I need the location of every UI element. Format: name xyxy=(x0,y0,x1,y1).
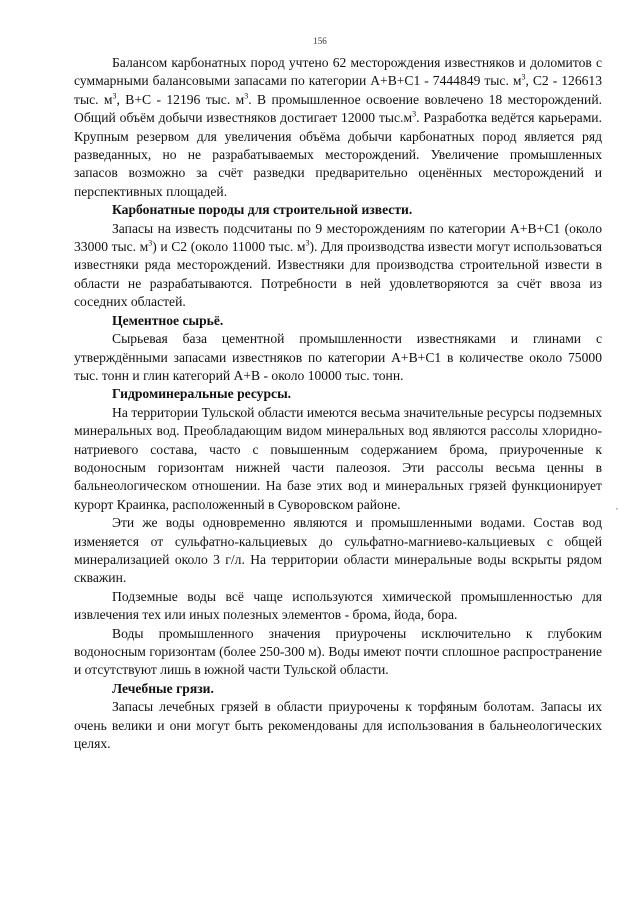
paragraph-text: . В промышленное освоение вовлечено 18 месторождений. Общий объём добычи известняков достигает 12000 тыс.м xyxy=(74,91,603,126)
paragraph xyxy=(74,625,602,680)
section-heading: Карбонатные породы для строительной извести. xyxy=(112,202,413,218)
margin-mark: , xyxy=(616,502,618,511)
paragraph-text: ) и С2 (около 11000 тыс. м xyxy=(152,239,306,255)
superscript: 3 xyxy=(305,238,310,248)
superscript: 3 xyxy=(244,91,249,101)
paragraph xyxy=(74,698,602,753)
paragraph-text: . Разработка ведётся карьерами. Крупным резервом для увеличения объёма добычи карбонатных пород является ряд разведанных, но не разрабатываемых месторождений. Увеличение промышленных запасов возможно за счёт разведки предварительно оценённых месторождений и перспективных площадей. xyxy=(74,110,602,199)
paragraph-text: Сырьевая база цементной промышленности известняками и глинами с утверждёнными запасами известняков по категории А+В+С1 в количестве около 75000 тыс. тонн и глин категорий А+В - около 10000 тыс. тонн. xyxy=(74,331,602,383)
paragraph xyxy=(74,514,602,588)
paragraph xyxy=(74,404,602,514)
section-heading: Лечебные грязи. xyxy=(112,680,214,696)
paragraph-text: Воды промышленного значения приурочены исключительно к глубоким водоносным горизонтам (более 250-300 м). Воды имеют почти сплошное распространение и отсутствуют лишь в южной части Тульской области. xyxy=(74,625,602,678)
paragraph-text: Эти же воды одновременно являются и промышленными водами. Состав вод изменяется от сульфатно-кальциевых до сульфатно-магниево-кальциевых с общей минерализацией около 3 г/л. На территории области минеральные воды вскрыты рядом скважин. xyxy=(74,515,602,586)
paragraph-text: Балансом карбонатных пород учтено 62 месторождения известняков и доломитов с суммарными балансовыми запасами по категории А+В+С1 - 7444849 тыс. м xyxy=(74,55,602,89)
paragraph-text: Запасы на известь подсчитаны по 9 месторождениям по категории А+В+С1 (около 33000 тыс. м xyxy=(74,220,602,255)
superscript: 3 xyxy=(148,238,153,248)
paragraph-text: ). Для производства извести могут использоваться известняки ряда месторождений. Известняки для производства строительной извести в области не разрабатываются. Потребности в ней удовлетворяются за счёт ввоза из соседних областей. xyxy=(74,239,602,310)
paragraph-text: Запасы лечебных грязей в области приурочены к торфяным болотам. Запасы их очень велики и они могут быть рекомендованы для использования в бальнеологических целях. xyxy=(74,699,602,752)
paragraph-text: Подземные воды всё чаще используются химической промышленностью для извлечения тех или иных полезных элементов - брома, йода, бора. xyxy=(74,588,602,623)
superscript: 3 xyxy=(412,109,417,119)
paragraph-text: , В+С - 12196 тыс. м xyxy=(116,91,245,107)
paragraph xyxy=(74,220,602,312)
paragraph xyxy=(74,330,602,385)
paragraph-text: , С2 - 126613 тыс. м xyxy=(74,73,603,107)
paragraph-text: На территории Тульской области имеются весьма значительные ресурсы подземных минеральных вод. Преобладающим видом минеральных вод являются рассолы хлоридно-натриевого состава, часто с повышенным содержанием брома, приуроченные к водоносным горизонтам нижней части палеозоя. Эти рассолы весьма ценны в бальнеологическом отношении. На базе этих вод и минеральных грязей функционирует курорт Краинка, расположенный в Суворовском районе. xyxy=(74,404,602,512)
page-number: 156 xyxy=(313,36,327,46)
superscript: 3 xyxy=(521,72,526,82)
section-heading: Цементное сырьё. xyxy=(112,312,224,328)
document-body xyxy=(74,54,602,753)
paragraph xyxy=(74,54,602,201)
paragraph xyxy=(74,588,602,625)
section-heading: Гидроминеральные ресурсы. xyxy=(112,386,292,402)
superscript: 3 xyxy=(112,91,117,101)
